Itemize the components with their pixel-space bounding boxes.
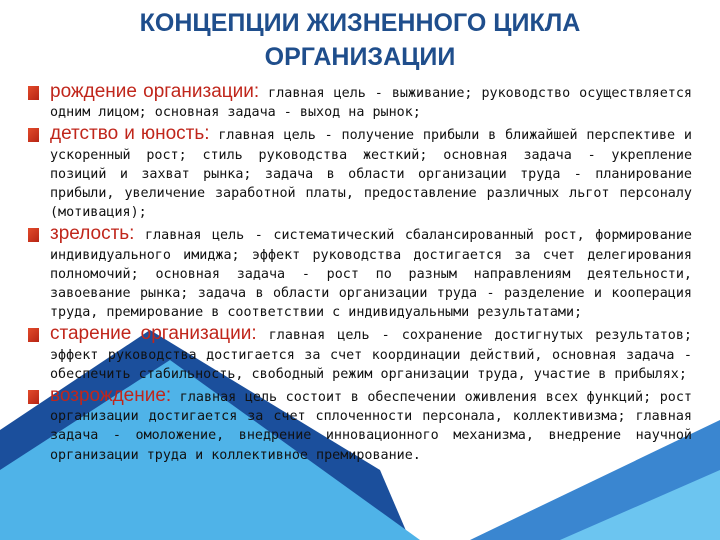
stage-term: детство и юность: [50, 123, 210, 145]
bullet-square-icon [28, 86, 39, 100]
bullet-square-icon [28, 128, 39, 142]
list-item-childhood [26, 124, 692, 222]
stage-description: главная цель - выживание; руководство осуществляется одним лицом; основная задача - выход на рынок; [50, 86, 692, 121]
bullet-square-icon [28, 328, 39, 342]
stage-term: рождение организации: [50, 81, 260, 102]
list-item-birth [26, 82, 692, 122]
bullet-square-icon [28, 390, 39, 404]
stage-term: возрождение: [50, 385, 172, 407]
page-title [60, 6, 660, 74]
title-line-2: ОРГАНИЗАЦИИ [264, 43, 456, 71]
list-item-revival [26, 386, 692, 465]
stage-term: старение организации: [50, 323, 257, 345]
lifecycle-list [26, 82, 692, 467]
title-line-1: КОНЦЕПЦИИ ЖИЗНЕННОГО ЦИКЛА [139, 9, 581, 37]
list-item-aging [26, 324, 692, 384]
stage-description: главная цель - сохранение достигнутых результатов; эффект руководства достигается за счет координации действий, основная задача - обеспечить стабильность, свободный режим организации труда, участие в прибылях; [50, 328, 692, 382]
list-item-maturity [26, 224, 692, 322]
stage-description: главная цель состоит в обеспечении оживления всех функций; рост организации достигается за счет сплоченности персонала, коллективизма; главная задача - омоложение, внедрение инновационного механизма, внедрение научной организации труда и коллективное премирование. [50, 390, 692, 463]
stage-term: зрелость: [50, 223, 135, 245]
bullet-square-icon [28, 228, 39, 242]
stage-description: главная цель - получение прибыли в ближайшей перспективе и ускоренный рост; стиль руководства жесткий; основная задача - укрепление позиций и захват рынка; задача в области организации труда - планирование прибыли, увеличение заработной платы, предоставление различных льгот персоналу (мотивация); [50, 128, 692, 221]
stage-description: главная цель - систематический сбалансированный рост, формирование индивидуального имиджа; эффект руководства достигается за счет делегирования полномочий; основная задача - рост по разным направлениям деятельности, завоевание рынка; задача в области организации труда - разделение и кооперация труда, премирование в соответствии с индивидуальными результатами; [50, 228, 692, 321]
